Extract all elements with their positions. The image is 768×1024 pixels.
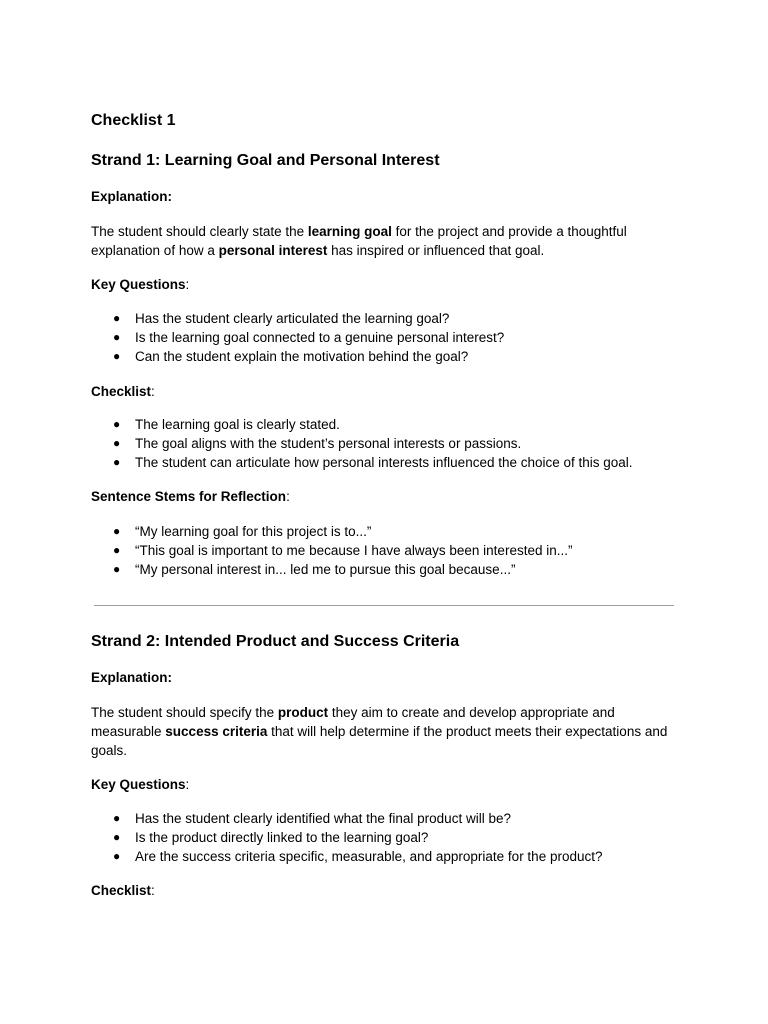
strand1-explanation-label: Explanation: <box>91 189 173 204</box>
list-item: ● “My learning goal for this project is to...” <box>113 524 372 539</box>
strand2-checklist-label: Checklist: <box>91 883 155 898</box>
list-item: ● The learning goal is clearly stated. <box>113 417 340 432</box>
strand1-explanation-text: The student should clearly state the learning goal for the project and provide a thoughtful explanation of how a personal interest has inspired or influenced that goal. <box>91 224 627 258</box>
strand2-heading: Strand 2: Intended Product and Success Criteria <box>91 633 460 650</box>
strand2-key-questions-list <box>91 809 691 866</box>
strand1-checklist-list <box>91 415 691 472</box>
list-item: ● Are the success criteria specific, measurable, and appropriate for the product? <box>113 849 603 864</box>
strand1-checklist-label: Checklist: <box>91 384 155 399</box>
list-item: ● Can the student explain the motivation behind the goal? <box>113 349 469 364</box>
strand1-stems-label: Sentence Stems for Reflection: <box>91 489 290 504</box>
list-item: ● Has the student clearly identified what the final product will be? <box>113 811 511 826</box>
strand1-key-questions-list <box>91 309 691 366</box>
list-item: ● Has the student clearly articulated the learning goal? <box>113 311 450 326</box>
strand2-explanation-text: The student should specify the product they aim to create and develop appropriate and measurable success criteria that will help determine if the product meets their expectations and goals. <box>91 705 668 758</box>
list-item: ● “My personal interest in... led me to pursue this goal because...” <box>113 562 516 577</box>
list-item: ● The student can articulate how personal interests influenced the choice of this goal. <box>113 455 633 470</box>
list-item: ● “This goal is important to me because I have always been interested in...” <box>113 543 573 558</box>
strand1-stems-list <box>91 522 691 579</box>
list-item: ● Is the product directly linked to the learning goal? <box>113 830 429 845</box>
section-divider <box>94 605 674 606</box>
list-item: ● The goal aligns with the student’s personal interests or passions. <box>113 436 522 451</box>
document-title: Checklist 1 <box>91 112 176 129</box>
list-item: ● Is the learning goal connected to a genuine personal interest? <box>113 330 505 345</box>
strand2-explanation-label: Explanation: <box>91 670 173 685</box>
strand2-key-questions-label: Key Questions: <box>91 777 190 792</box>
strand1-key-questions-label: Key Questions: <box>91 277 190 292</box>
strand1-heading: Strand 1: Learning Goal and Personal Interest <box>91 152 440 169</box>
